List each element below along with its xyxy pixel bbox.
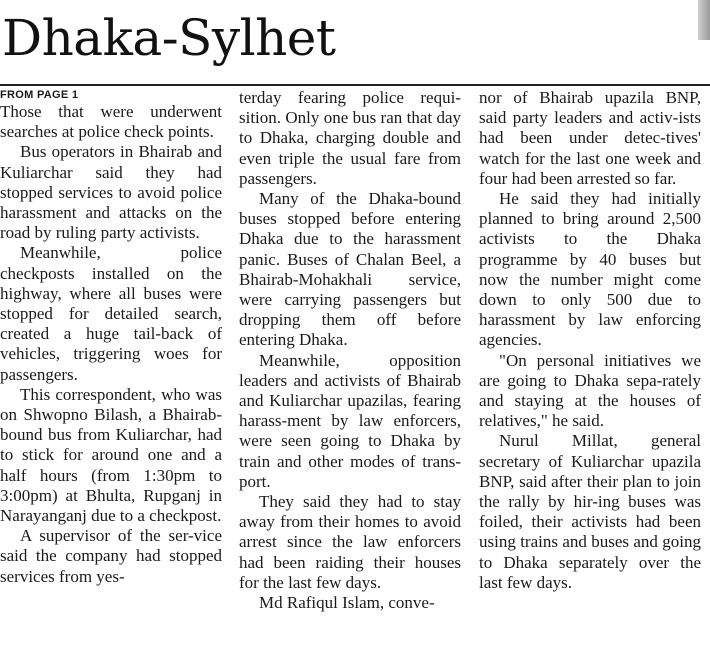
article-column-3 bbox=[479, 88, 701, 593]
page-edge-shadow bbox=[698, 0, 710, 40]
kicker-from-page: FROM PAGE 1 bbox=[0, 89, 79, 101]
article-column-1 bbox=[0, 88, 222, 587]
paragraph: He said they had initially planned to bring around 2,500 activists to the Dhaka programme by 40 buses but now the number might come down to only 500 due to harassment by law enforcing agencies. bbox=[479, 189, 701, 350]
paragraph: Meanwhile, police checkposts installed on the highway, where all buses were stopped for detailed search, created a huge tail-back of vehicles, triggering woes for passengers. bbox=[0, 243, 222, 384]
paragraph: Bus operators in Bhairab and Kuliarchar said they had stopped services to avoid police harassment and attacks on the road by ruling party activists. bbox=[0, 142, 222, 243]
paragraph: Meanwhile, opposition leaders and activists of Bhairab and Kuliarchar upazilas, fearing harass-ment by law enforcers, were seen going to Dhaka by train and other modes of trans-port. bbox=[239, 350, 461, 491]
paragraph: Many of the Dhaka-bound buses stopped before entering Dhaka due to the harassment panic. Buses of Chalan Beel, a Bhairab-Mohakhali service, were carrying passengers but dropping them off before entering Dhaka. bbox=[239, 189, 461, 350]
paragraph: terday fearing police requi-sition. Only one bus ran that day to Dhaka, charging double and even triple the usual fare from passengers. bbox=[239, 88, 461, 188]
paragraph: They said they had to stay away from their homes to avoid arrest since the law enforcers had been raiding their houses for the last few days. bbox=[239, 492, 461, 592]
paragraph: Those that were underwent searches at police check points. bbox=[0, 102, 222, 142]
headline-rule bbox=[0, 84, 710, 86]
paragraph: A supervisor of the ser-vice said the company had stopped services from yes- bbox=[0, 526, 222, 586]
paragraph: Nurul Millat, general secretary of Kuliarchar upazila BNP, said after their plan to join the rally by hir-ing buses was foiled, their activists had been using trains and buses and going to Dhaka separately over the last few days. bbox=[479, 431, 701, 592]
article-column-2 bbox=[239, 88, 461, 613]
paragraph: This correspondent, who was on Shwopno Bilash, a Bhairab-bound bus from Kuliarchar, had to stick for around one and a half hours (from 1:30pm to 3:00pm) at Bhulta, Rupganj in Narayanganj due to a checkpost. bbox=[0, 384, 222, 526]
headline: Dhaka-Sylhet bbox=[2, 9, 336, 67]
paragraph: Md Rafiqul Islam, conve- bbox=[259, 593, 435, 613]
paragraph: nor of Bhairab upazila BNP, said party leaders and activ-ists had been under detec-tives' watch for the last one week and four had been arrested so far. bbox=[479, 88, 701, 188]
paragraph: "On personal initiatives we are going to Dhaka sepa-rately and staying at the houses of relatives," he said. bbox=[479, 350, 701, 431]
